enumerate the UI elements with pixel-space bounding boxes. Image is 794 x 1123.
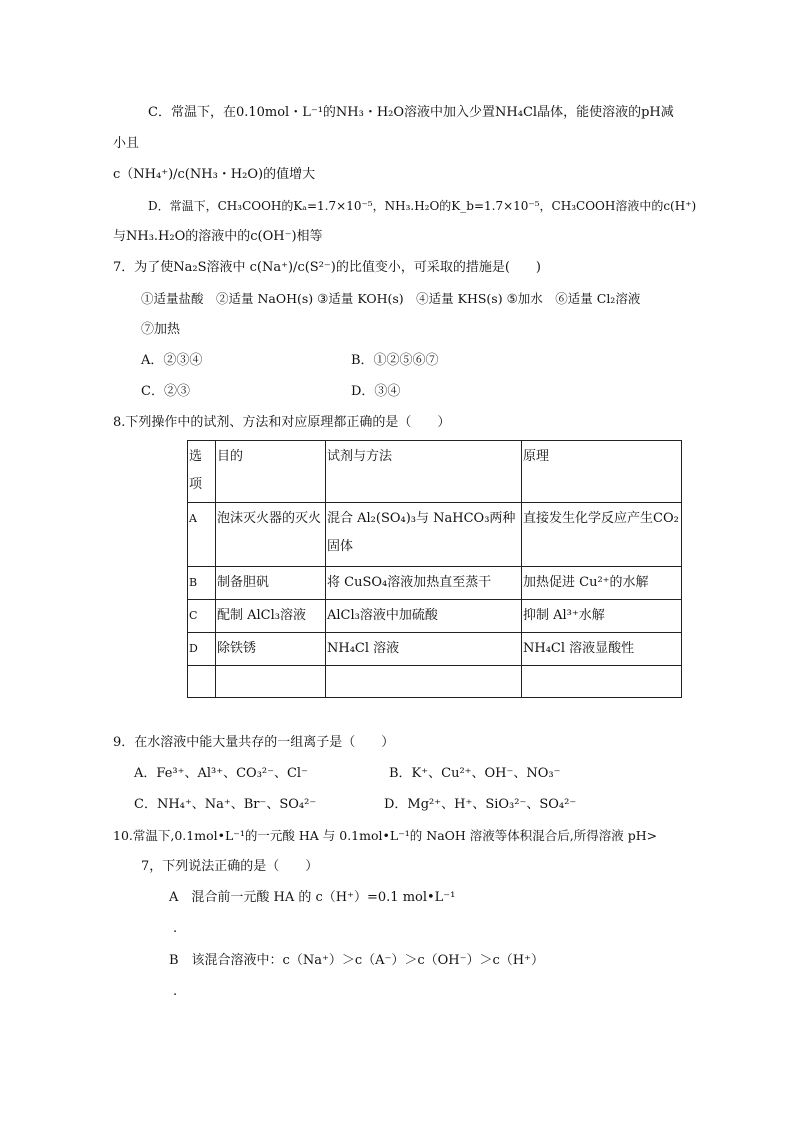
table-cell: D — [188, 633, 216, 666]
q9-option-d: D．Mg²⁺、H⁺、SiO₃²⁻、SO₄²⁻ — [384, 797, 577, 812]
q7-option-b: B．①②⑤⑥⑦ — [351, 353, 439, 368]
table-cell: AlCl₃溶液中加硫酸 — [326, 600, 522, 633]
q10-option-b: B 该混合溶液中：c（Na⁺）＞c（A⁻）＞c（OH⁻）＞c（H⁺） — [169, 953, 544, 968]
table-header-row — [188, 441, 682, 503]
q6-option-d-line2: 与NH₃.H₂O的溶液中的c(OH⁻)相等 — [113, 229, 323, 244]
table-cell: 制备胆矾 — [216, 567, 326, 600]
table-cell — [188, 666, 216, 698]
q9-stem: 9．在水溶液中能大量共存的一组离子是（ ） — [113, 735, 395, 750]
q8-stem: 8.下列操作中的试剂、方法和对应原理都正确的是（ ） — [113, 415, 451, 430]
q7-option-a: A．②③④ — [141, 353, 203, 368]
table-cell — [326, 666, 522, 698]
q7-stem: 7．为了使Na₂S溶液中 c(Na⁺)/c(S²⁻)的比值变小，可采取的措施是( ) — [113, 260, 541, 275]
table-row — [188, 600, 682, 633]
q6-option-c-line2: 小且 — [113, 136, 140, 151]
table-cell: 加热促进 Cu²⁺的水解 — [522, 567, 682, 600]
q8-options-table — [187, 440, 682, 698]
q9-option-a: A．Fe³⁺、Al³⁺、CO₃²⁻、Cl⁻ — [134, 766, 308, 781]
table-row — [188, 503, 682, 567]
table-cell: 配制 AlCl₃溶液 — [216, 600, 326, 633]
q7-option-d: D．③④ — [351, 384, 401, 399]
table-row — [188, 633, 682, 666]
q9-option-c: C．NH₄⁺、Na⁺、Br⁻、SO₄²⁻ — [134, 797, 317, 812]
table-cell: NH₄Cl 溶液显酸性 — [522, 633, 682, 666]
header-reagent-method: 试剂与方法 — [326, 441, 522, 503]
q9-option-b: B．K⁺、Cu²⁺、OH⁻、NO₃⁻ — [389, 766, 561, 781]
q7-measures-line1: ①适量盐酸 ②适量 NaOH(s) ③适量 KOH(s) ④适量 KHS(s) ⑤加水 ⑥适量 Cl₂溶液 — [141, 291, 641, 306]
table-cell: 泡沫灭火器的灭火 — [216, 503, 326, 567]
table-cell — [522, 666, 682, 698]
q10-option-a-dot: . — [173, 921, 178, 936]
table-cell: 将 CuSO₄溶液加热直至蒸干 — [326, 567, 522, 600]
header-principle: 原理 — [522, 441, 682, 503]
table-cell: 抑制 Al³⁺水解 — [522, 600, 682, 633]
table-cell: C — [188, 600, 216, 633]
table-row — [188, 666, 682, 698]
q7-measures-line2: ⑦加热 — [141, 322, 181, 337]
q6-option-c-line1: C．常温下，在0.10mol・L⁻¹的NH₃・H₂O溶液中加入少置NH₄Cl晶体，能使溶液的pH减 — [148, 105, 674, 120]
table-cell: 除铁锈 — [216, 633, 326, 666]
table-cell: A — [188, 503, 216, 567]
table-cell: 混合 Al₂(SO₄)₃与 NaHCO₃两种固体 — [326, 503, 522, 567]
header-option: 选项 — [188, 441, 216, 503]
table-cell: NH₄Cl 溶液 — [326, 633, 522, 666]
q10-stem-line2: 7，下列说法正确的是（ ） — [141, 859, 319, 874]
table-row — [188, 567, 682, 600]
q10-option-a: A 混合前一元酸 HA 的 c（H⁺）=0.1 mol•L⁻¹ — [169, 890, 456, 905]
header-purpose: 目的 — [216, 441, 326, 503]
table-cell: B — [188, 567, 216, 600]
q6-option-c-line3: c（NH₄⁺)/c(NH₃・H₂O)的值增大 — [113, 167, 316, 182]
table-cell: 直接发生化学反应产生CO₂ — [522, 503, 682, 567]
q10-stem-line1: 10.常温下,0.1mol•L⁻¹的一元酸 HA 与 0.1mol•L⁻¹的 NaOH 溶液等体积混合后,所得溶液 pH> — [113, 828, 658, 843]
q10-option-b-dot: . — [173, 984, 178, 999]
q6-option-d-line1: D．常温下，CH₃COOH的Kₐ=1.7×10⁻⁵，NH₃.H₂O的K_b=1.7×10⁻⁵，CH₃COOH溶液中的c(H⁺) — [148, 199, 697, 213]
table-cell — [216, 666, 326, 698]
q7-option-c: C．②③ — [141, 384, 190, 399]
